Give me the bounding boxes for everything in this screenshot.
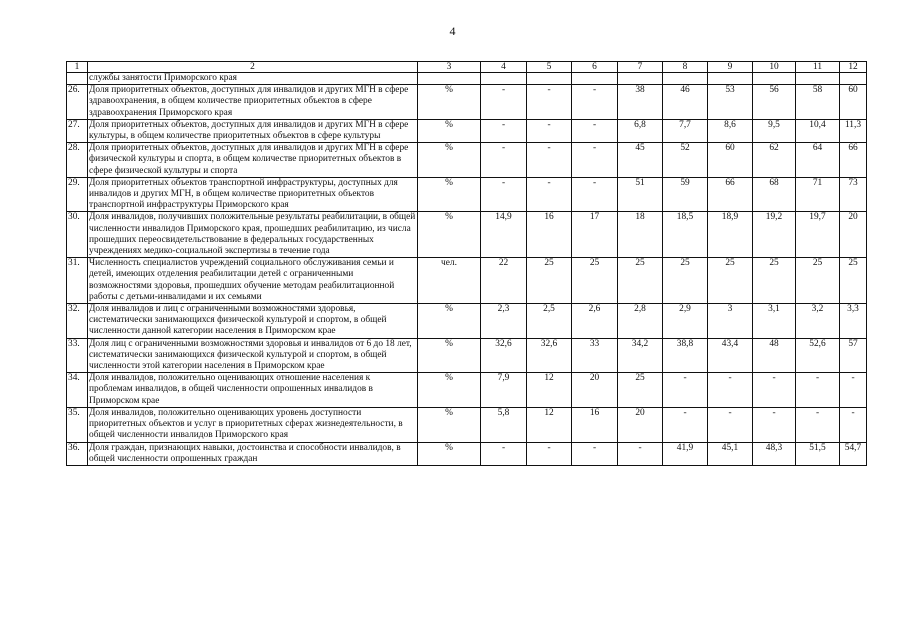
row-number: 31. xyxy=(67,258,88,304)
value-cell: 60 xyxy=(840,85,867,120)
value-cell: 58 xyxy=(796,85,840,120)
value-cell: - xyxy=(481,442,527,465)
indicator-name: Доля приоритетных объектов транспортной инфраструктуры, доступных для инвалидов и других МГН, в общем количестве приоритетных объектов транспортной инфраструктуры Приморского края xyxy=(88,177,418,212)
value-cell: - xyxy=(572,85,618,120)
value-cell: - xyxy=(708,373,753,408)
value-cell: 57 xyxy=(840,338,867,373)
value-cell: - xyxy=(481,143,527,178)
value-cell: 25 xyxy=(618,258,663,304)
unit-of-measure: чел. xyxy=(418,258,481,304)
value-cell: 62 xyxy=(753,143,796,178)
value-cell: 71 xyxy=(796,177,840,212)
table-row xyxy=(67,442,867,465)
continuation-text: службы занятости Приморского края xyxy=(88,73,418,85)
row-number: 28. xyxy=(67,143,88,178)
value-cell: 20 xyxy=(618,407,663,442)
value-cell: 3,1 xyxy=(753,304,796,339)
value-cell: - xyxy=(618,442,663,465)
value-cell: 51,5 xyxy=(796,442,840,465)
column-number-row xyxy=(67,62,867,73)
value-cell: - xyxy=(572,119,618,142)
value-cell: 18,5 xyxy=(663,212,708,258)
value-cell: 17 xyxy=(572,212,618,258)
value-cell: - xyxy=(708,407,753,442)
value-cell: 9,5 xyxy=(753,119,796,142)
value-cell: 22 xyxy=(481,258,527,304)
value-cell: 48 xyxy=(753,338,796,373)
row-number: 33. xyxy=(67,338,88,373)
value-cell: 73 xyxy=(840,177,867,212)
row-number: 35. xyxy=(67,407,88,442)
value-cell: 43,4 xyxy=(708,338,753,373)
table-row xyxy=(67,85,867,120)
value-cell: 46 xyxy=(663,85,708,120)
value-cell: - xyxy=(572,177,618,212)
row-number: 30. xyxy=(67,212,88,258)
value-cell: 33 xyxy=(572,338,618,373)
value-cell: 25 xyxy=(796,258,840,304)
table-row xyxy=(67,338,867,373)
value-cell: 2,3 xyxy=(481,304,527,339)
column-number-9: 9 xyxy=(708,62,753,73)
value-cell: 20 xyxy=(840,212,867,258)
value-cell: 16 xyxy=(527,212,572,258)
value-cell: - xyxy=(527,177,572,212)
value-cell: - xyxy=(663,373,708,408)
column-number-4: 4 xyxy=(481,62,527,73)
value-cell: 2,6 xyxy=(572,304,618,339)
value-cell: - xyxy=(481,85,527,120)
unit-of-measure: % xyxy=(418,85,481,120)
value-cell: 18,9 xyxy=(708,212,753,258)
value-cell: 53 xyxy=(708,85,753,120)
value-cell: 11,3 xyxy=(840,119,867,142)
value-cell: 2,9 xyxy=(663,304,708,339)
row-number: 36. xyxy=(67,442,88,465)
value-cell: 52 xyxy=(663,143,708,178)
table-row xyxy=(67,258,867,304)
value-cell: 18 xyxy=(618,212,663,258)
column-number-7: 7 xyxy=(618,62,663,73)
value-cell: - xyxy=(796,373,840,408)
column-number-12: 12 xyxy=(840,62,867,73)
value-cell: 32,6 xyxy=(527,338,572,373)
value-cell: 56 xyxy=(753,85,796,120)
unit-of-measure: % xyxy=(418,143,481,178)
value-cell: - xyxy=(840,407,867,442)
indicator-name: Доля инвалидов, положительно оценивающих уровень доступности приоритетных объектов и услуг в приоритетных сферах жизнедеятельности, в общей численности инвалидов Приморского края xyxy=(88,407,418,442)
value-cell: 16 xyxy=(572,407,618,442)
value-cell: 64 xyxy=(796,143,840,178)
indicator-name: Доля инвалидов, получивших положительные результаты реабилитации, в общей численности инвалидов Приморского края, прошедших реабилитацию, из числа прошедших переосвидетельствование в федеральных государственных учреждениях медико-социальной экспертизы в течение года xyxy=(88,212,418,258)
column-number-11: 11 xyxy=(796,62,840,73)
value-cell: 52,6 xyxy=(796,338,840,373)
row-number: 27. xyxy=(67,119,88,142)
value-cell: 38 xyxy=(618,85,663,120)
unit-of-measure: % xyxy=(418,177,481,212)
value-cell: 3 xyxy=(708,304,753,339)
value-cell: 66 xyxy=(840,143,867,178)
continuation-num-cell xyxy=(67,73,88,85)
value-cell: - xyxy=(481,119,527,142)
value-cell: 19,7 xyxy=(796,212,840,258)
table-row xyxy=(67,143,867,178)
value-cell: - xyxy=(527,85,572,120)
value-cell: 38,8 xyxy=(663,338,708,373)
value-cell: 3,3 xyxy=(840,304,867,339)
table-row xyxy=(67,407,867,442)
value-cell: 32,6 xyxy=(481,338,527,373)
column-number-1: 1 xyxy=(67,62,88,73)
value-cell: 12 xyxy=(527,373,572,408)
table-row xyxy=(67,304,867,339)
indicators-table xyxy=(66,61,867,466)
value-cell: 48,3 xyxy=(753,442,796,465)
value-cell: - xyxy=(840,373,867,408)
value-cell: 7,9 xyxy=(481,373,527,408)
value-cell: 25 xyxy=(618,373,663,408)
indicator-name: Доля граждан, признающих навыки, достоинства и способности инвалидов, в общей численности опрошенных граждан xyxy=(88,442,418,465)
column-number-2: 2 xyxy=(88,62,418,73)
value-cell: 6,8 xyxy=(618,119,663,142)
value-cell: 2,5 xyxy=(527,304,572,339)
value-cell: 66 xyxy=(708,177,753,212)
indicator-name: Доля инвалидов и лиц с ограниченными возможностями здоровья, систематически занимающихся физической культурой и спортом, в общей численности данной категории населения в Приморском крае xyxy=(88,304,418,339)
unit-of-measure: % xyxy=(418,304,481,339)
row-number: 29. xyxy=(67,177,88,212)
continuation-row xyxy=(67,73,867,85)
value-cell: 51 xyxy=(618,177,663,212)
column-number-8: 8 xyxy=(663,62,708,73)
value-cell: 2,8 xyxy=(618,304,663,339)
unit-of-measure: % xyxy=(418,212,481,258)
value-cell: - xyxy=(572,143,618,178)
indicator-name: Доля инвалидов, положительно оценивающих отношение населения к проблемам инвалидов, в общей численности опрошенных инвалидов в Приморском крае xyxy=(88,373,418,408)
value-cell: - xyxy=(753,373,796,408)
row-number: 26. xyxy=(67,85,88,120)
row-number: 32. xyxy=(67,304,88,339)
value-cell: 3,2 xyxy=(796,304,840,339)
value-cell: 7,7 xyxy=(663,119,708,142)
value-cell: 25 xyxy=(663,258,708,304)
value-cell: - xyxy=(753,407,796,442)
table-row xyxy=(67,212,867,258)
value-cell: 10,4 xyxy=(796,119,840,142)
value-cell: 12 xyxy=(527,407,572,442)
value-cell: 45,1 xyxy=(708,442,753,465)
indicator-name: Численность специалистов учреждений социального обслуживания семьи и детей, имеющих отделения реабилитации детей с ограниченными возможностями здоровья, прошедших обучение методам реабилитационной работы с детьми-инвалидами и их семьями xyxy=(88,258,418,304)
column-number-3: 3 xyxy=(418,62,481,73)
value-cell: - xyxy=(796,407,840,442)
unit-of-measure: % xyxy=(418,442,481,465)
value-cell: 19,2 xyxy=(753,212,796,258)
unit-of-measure: % xyxy=(418,338,481,373)
indicator-name: Доля приоритетных объектов, доступных для инвалидов и других МГН в сфере культуры, в общем количестве приоритетных объектов в сфере культуры xyxy=(88,119,418,142)
value-cell: - xyxy=(527,442,572,465)
indicator-name: Доля приоритетных объектов, доступных для инвалидов и других МГН в сфере здравоохранения, в общем количестве приоритетных объектов в сфере здравоохранения Приморского края xyxy=(88,85,418,120)
value-cell: 20 xyxy=(572,373,618,408)
unit-of-measure: % xyxy=(418,407,481,442)
unit-of-measure: % xyxy=(418,373,481,408)
value-cell: 59 xyxy=(663,177,708,212)
value-cell: 25 xyxy=(840,258,867,304)
indicator-name: Доля приоритетных объектов, доступных для инвалидов и других МГН в сфере физической культуры и спорта, в общем количестве приоритетных объектов в сфере физической культуры и спорта xyxy=(88,143,418,178)
value-cell: - xyxy=(572,442,618,465)
unit-of-measure: % xyxy=(418,119,481,142)
value-cell: 34,2 xyxy=(618,338,663,373)
row-number: 34. xyxy=(67,373,88,408)
column-number-6: 6 xyxy=(572,62,618,73)
value-cell: 14,9 xyxy=(481,212,527,258)
value-cell: 25 xyxy=(753,258,796,304)
value-cell: 60 xyxy=(708,143,753,178)
value-cell: 68 xyxy=(753,177,796,212)
value-cell: 25 xyxy=(527,258,572,304)
column-number-10: 10 xyxy=(753,62,796,73)
value-cell: 25 xyxy=(708,258,753,304)
table-row xyxy=(67,373,867,408)
value-cell: 45 xyxy=(618,143,663,178)
value-cell: - xyxy=(527,119,572,142)
table-row xyxy=(67,177,867,212)
table-row xyxy=(67,119,867,142)
value-cell: 54,7 xyxy=(840,442,867,465)
value-cell: 5,8 xyxy=(481,407,527,442)
column-number-5: 5 xyxy=(527,62,572,73)
indicator-name: Доля лиц с ограниченными возможностями здоровья и инвалидов от 6 до 18 лет, систематически занимающихся физической культурой и спортом, в общей численности этой категории населения в Приморском крае xyxy=(88,338,418,373)
value-cell: - xyxy=(663,407,708,442)
value-cell: 25 xyxy=(572,258,618,304)
value-cell: 41,9 xyxy=(663,442,708,465)
value-cell: - xyxy=(527,143,572,178)
value-cell: 8,6 xyxy=(708,119,753,142)
page-number: 4 xyxy=(449,24,456,38)
value-cell: - xyxy=(481,177,527,212)
